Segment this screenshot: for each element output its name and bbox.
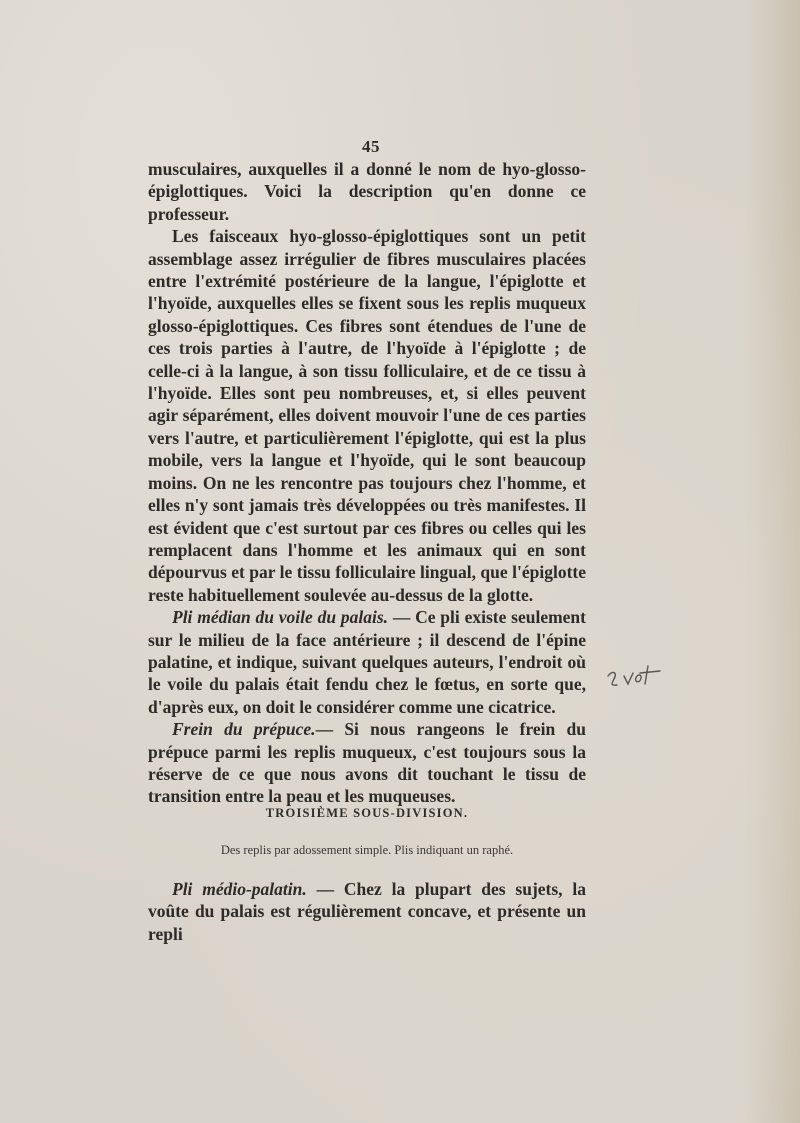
paragraph-text: — Si nous rangeons le frein du prépuce parmi les replis muqueux, c'est toujours sous la réserve de ce que nous avons dit touchant le tissu de transition entre la peau et les muqueuses.	[148, 719, 586, 807]
paragraph-lead-heading: Pli médian du voile du palais.	[172, 607, 389, 628]
paragraph-hyo-glosso	[148, 225, 586, 606]
paragraph-text: — Chez la plupart des sujets, la voûte du palais est régulièrement concave, et présente un repli	[148, 879, 586, 944]
paragraph-text: Les faisceaux hyo-glosso-épiglottiques sont un petit assemblage assez irrégulier de fibres musculaires placées entre l'extrémité postérieure de la langue, l'épiglotte et l'hyoïde, auxquelles elles se fixent sous les replis muqueux glosso-épiglottiques. Ces fibres sont étendues de l'une de ces trois parties à l'autre, de l'hyoïde à l'épiglotte ; de celle-ci à la langue, à son tissu folliculaire, et de ce tissu à l'hyoïde. Elles sont peu nombreuses, et, si elles peuvent agir séparément, elles doivent mouvoir l'une de ces parties vers l'autre, et particulièrement l'épiglotte, qui est la plus mobile, vers la langue et l'hyoïde, qui le sont beaucoup moins. On ne les rencontre pas toujours chez l'homme, et elles n'y sont jamais très développées ou très manifestes. Il est évident que c'est surtout par ces fibres ou celles qui les remplacent dans l'homme et les animaux qui en sont dépourvus et par le tissu folliculaire lingual, que l'épiglotte reste habituellement soulevée au-dessus de la glotte.	[148, 226, 586, 605]
paragraph-continuation	[148, 158, 586, 225]
paragraph-text: — Ce pli existe seulement sur le milieu de la face antérieure ; il descend de l'épine palatine, et indique, suivant quelques auteurs, l'endroit où le voile du palais était fendu chez le fœtus, en sorte que, d'après eux, on doit le considérer comme une cicatrice.	[148, 607, 586, 717]
secondary-text-block	[148, 878, 586, 945]
paragraph-lead-heading: Pli médio-palatin.	[172, 879, 307, 899]
paragraph-frein-prepuce	[148, 718, 586, 808]
paragraph-text: musculaires, auxquelles il a donné le nom de hyo-glosso-épiglottiques. Voici la description qu'en donne ce professeur.	[148, 159, 586, 224]
section-title: TROISIÈME SOUS-DIVISION.	[265, 806, 469, 820]
handwritten-annotation-icon	[604, 662, 668, 692]
section-subtitle: Des replis par adossement simple. Plis indiquant un raphé.	[220, 843, 514, 857]
page-number: 45	[362, 137, 380, 156]
paragraph-pli-median	[148, 606, 586, 718]
main-text-block	[148, 158, 586, 808]
paragraph-lead-heading: Frein du prépuce.	[172, 719, 316, 740]
paragraph-medio-palatin	[148, 878, 586, 945]
